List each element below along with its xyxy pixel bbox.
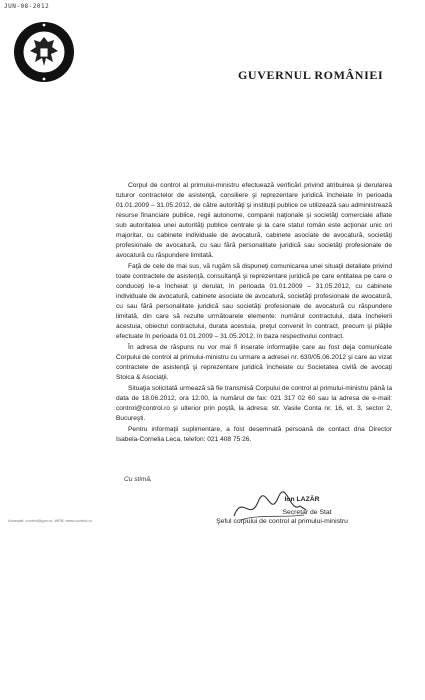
signatory-title: Şeful corpului de control al primului-ministru: [216, 518, 348, 525]
letterhead-title: GUVERNUL ROMÂNIEI: [238, 68, 384, 82]
paragraph: Corpul de control al primului-ministru efectuează verificări privind atribuirea şi derularea tuturor contractelor de asistenţă, consiliere şi reprezentare juridică încheiate în perioada 01.01.2009 – 31.05.2012, de către autorităţi şi instituţii publice ce utilizează sau administrează resurse financiare publice, regii autonome, companii naţionale şi societăţi comerciale aflate sub autoritatea unei autorităţi publice centrale şi la care statul român este acţionar unic ori majoritar, cu cabinete individuale de avocatură, cabinete asociate de avocatură, societăţi profesionale de avocatură, cu sau fără personalitate juridică sau societăţi profesionale de avocatură cu răspundere limitată.: [116, 182, 392, 259]
signature-block: [172, 496, 392, 525]
signatory-role: Secretar de Stat: [282, 509, 332, 516]
signatory-name: Ion LAZĂR: [284, 496, 320, 503]
side-note: Accesati: control@gov.ro, WEB: www.control.ro: [8, 518, 93, 523]
closing-salutation: Cu stimă,: [124, 476, 152, 483]
paragraph: În adresa de răspuns nu vor mai fi inserate informaţiile care au fost deja comunicate Corpului de control al primului-ministru cu urmare a adresei nr. 630/05.06.2012 şi care au vizat contractele de asistenţă şi reprezentare juridică încheiate cu Societatea civilă de avocaţi Stoica & Asociaţii.: [116, 344, 392, 381]
fax-date-header: JUN-08-2012: [4, 3, 50, 10]
letter-body: [116, 181, 392, 446]
paragraph: Situaţia solicitată urmează să fie transmisă Corpului de control al primului-ministru până la data de 18.06.2012, ora 12.00, la numărul de fax: 021 317 02 60 sau la adresa de e-mail: control@control.ro şi ulterior prin poştă, la adresa: str. Vasile Conta nr. 16, et. 3, sector 2, Bucureşti.: [116, 385, 392, 422]
government-seal-icon: [12, 20, 76, 84]
paragraph: Faţă de cele de mai sus, vă rugăm să dispuneţi comunicarea unei situaţii detaliate privind toate contractele de asistenţă, consultanţă şi reprezentare juridică pe care entitatea pe care o conduceţi le-a încheiat şi derulat, în perioada 01.01.2009 – 31.05.2012, cu cabinete individuale de avocatură, cabinete asociate de avocatură, societăţi profesionale de avocatură, cu sau fără personalitate juridică sau societăţi profesionale de avocatură cu răspundere limitată, din care să rezulte următoarele elemente: numărul contractului, data încheierii acestuia, obiectul contractului, durata acestuia, preţul convenit în contract, precum şi plăţile efectuate în perioada 01.01.2009 – 31.05.2012, în baza respectivului contract.: [116, 263, 392, 340]
paragraph: Pentru informaţii suplimentare, a fost desemnată persoană de contact dna Director Isabela-Cornelia Leca, telefon: 021 408 75 26.: [116, 426, 392, 443]
